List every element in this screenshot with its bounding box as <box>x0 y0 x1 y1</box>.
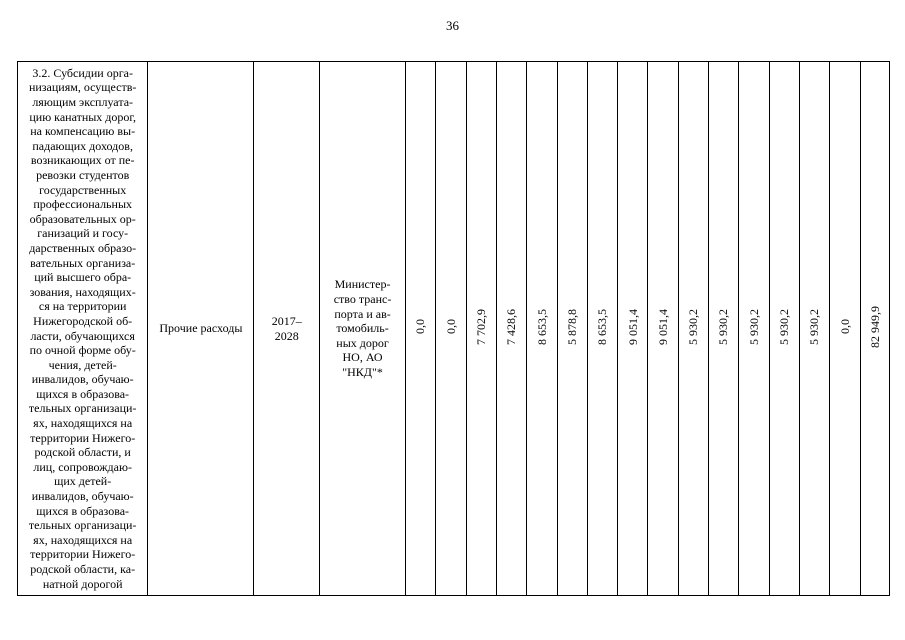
value-text: 5 930,2 <box>686 308 701 345</box>
value-cell <box>618 62 648 596</box>
description-line: дарственных образо- <box>29 240 137 255</box>
description-line: ляющим эксплуата- <box>32 95 134 109</box>
value-cell <box>496 62 526 596</box>
description-line: щихся в образова- <box>36 386 130 401</box>
description-line: территории Нижего- <box>30 547 136 562</box>
description-line: щихся в образова- <box>36 503 130 518</box>
value-text: 5 878,8 <box>564 308 579 345</box>
value-cell <box>739 62 769 596</box>
value-cell <box>830 62 860 596</box>
value-cell <box>436 62 466 596</box>
measure-description-cell <box>18 62 148 596</box>
value-cell <box>527 62 557 596</box>
value-text: 5 930,2 <box>716 308 731 345</box>
value-cell <box>678 62 708 596</box>
years-line: 2017– <box>271 313 302 328</box>
value-text: 9 051,4 <box>625 308 640 345</box>
executor-line: порта и ав- <box>334 306 391 321</box>
value-cell <box>648 62 678 596</box>
total-value-text: 82 949,9 <box>867 305 882 348</box>
value-text: 8 653,5 <box>595 308 610 345</box>
description-line: зования, находящих- <box>29 284 136 299</box>
total-value-cell <box>860 62 889 596</box>
table-row <box>18 62 890 596</box>
expense-type-cell: Прочие расходы <box>148 62 254 596</box>
description-line: ях, находящихся на <box>33 416 133 431</box>
description-line: государственных <box>39 182 127 197</box>
description-line: территории Нижего- <box>30 430 136 445</box>
value-text: 0,0 <box>837 319 852 335</box>
description-line: Нижегородской об- <box>33 313 133 328</box>
description-line: инвалидов, обучаю- <box>31 489 134 504</box>
description-line: образовательных ор- <box>29 211 136 226</box>
executor-line: ство транс- <box>333 292 392 307</box>
value-text: 0,0 <box>443 319 458 335</box>
description-line: лиц, сопровождаю- <box>33 459 132 474</box>
value-cell <box>769 62 799 596</box>
description-line: ласти, обучающихся <box>30 328 135 343</box>
description-line: низациям, осуществ- <box>28 80 137 95</box>
executor-line: НО, АО <box>342 350 383 365</box>
description-line: инвалидов, обучаю- <box>31 372 134 387</box>
value-cell <box>405 62 435 596</box>
description-line: тельных организаци- <box>28 518 137 533</box>
description-line: чения, детей- <box>48 357 117 372</box>
value-text: 8 653,5 <box>534 308 549 345</box>
value-text: 5 930,2 <box>746 308 761 345</box>
description-line: ций высшего обра- <box>34 270 132 285</box>
years-line: 2028 <box>274 328 299 343</box>
value-cell <box>709 62 739 596</box>
description-line: родской области, и <box>34 445 131 460</box>
value-cell <box>557 62 587 596</box>
value-text: 9 051,4 <box>655 308 670 345</box>
value-text: 5 930,2 <box>807 308 822 345</box>
description-line: ганизаций и госу- <box>37 226 129 241</box>
description-line: ях, находящихся на <box>33 532 133 547</box>
description-line: вательных организа- <box>30 255 136 270</box>
description-line: натной дорогой <box>42 576 123 591</box>
budget-table <box>17 61 890 596</box>
description-line: родской области, ка- <box>30 562 136 576</box>
executor-line: Министер- <box>334 277 391 292</box>
executor-line: "НКД"* <box>342 364 383 379</box>
value-cell <box>587 62 617 596</box>
value-text: 7 428,6 <box>504 308 519 345</box>
executor-cell <box>320 62 406 596</box>
description-line: тельных организаци- <box>28 401 137 416</box>
description-line: щих детей- <box>54 474 112 489</box>
value-text: 0,0 <box>413 319 428 335</box>
description-line: возникающих от пе- <box>30 153 135 168</box>
description-line: по очной форме обу- <box>29 343 136 358</box>
description-line: 3.2. Субсидии орга- <box>32 65 133 80</box>
description-line: падающих доходов, <box>32 138 133 153</box>
description-line: профессиональных <box>33 197 133 212</box>
value-cell <box>800 62 830 596</box>
executor-line: томобиль- <box>336 321 389 336</box>
value-text: 7 702,9 <box>473 308 488 345</box>
description-line: ся на территории <box>38 299 127 314</box>
page-number: 36 <box>446 18 459 33</box>
description-line: на компенсацию вы- <box>30 124 136 139</box>
description-line: цию канатных дорог, <box>29 109 136 124</box>
years-cell <box>254 62 320 596</box>
executor-line: ных дорог <box>336 335 389 350</box>
value-cell <box>466 62 496 596</box>
value-text: 5 930,2 <box>777 308 792 345</box>
description-line: ревозки студентов <box>36 167 130 182</box>
